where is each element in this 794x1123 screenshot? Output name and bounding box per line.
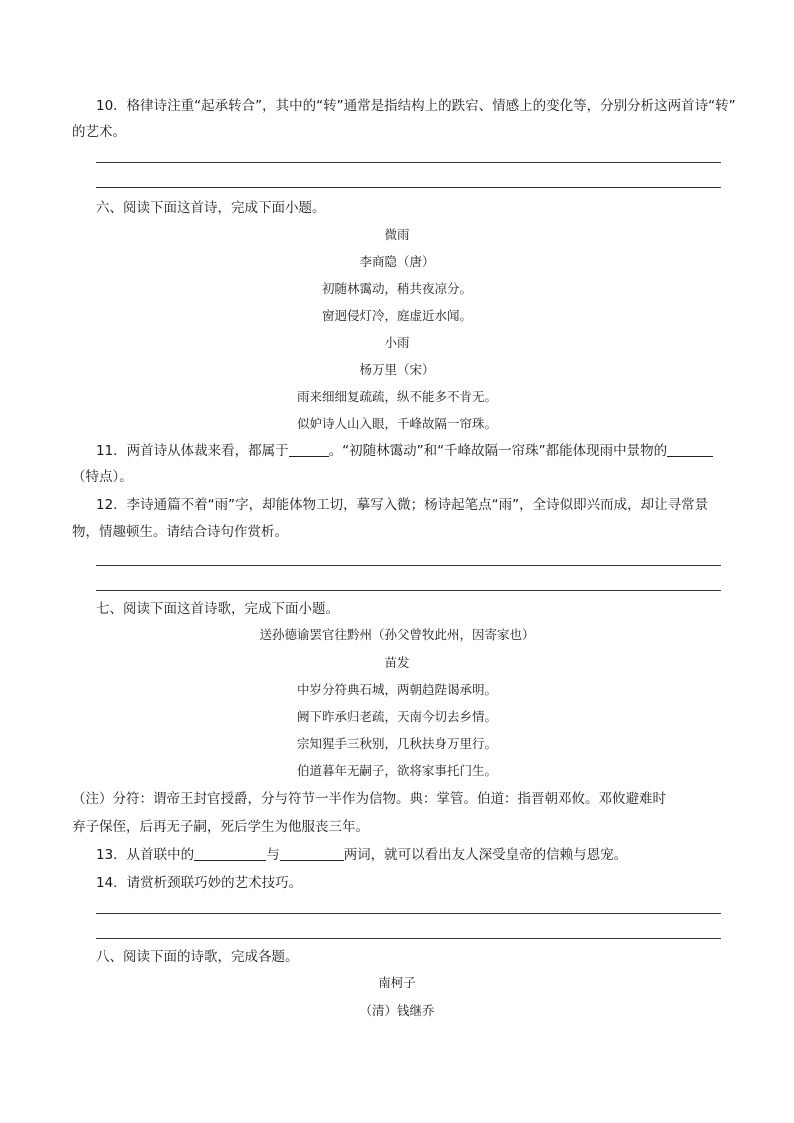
poem-title: 送孙德谕罢官往黔州（孙父曾牧此州，因寄家也）	[259, 627, 535, 642]
q13-text-b: 与	[266, 847, 280, 863]
q12-line2: 物，情趣顿生。请结合诗句作赏析。	[72, 524, 288, 540]
answer-line[interactable]	[96, 913, 721, 914]
note-line2: 弃子保侄，后再无子嗣，死后学生为他服丧三年。	[72, 819, 369, 835]
answer-line[interactable]	[96, 938, 721, 939]
poem-author: 李商隐（唐）	[359, 254, 435, 269]
poem-title: 南柯子	[378, 975, 416, 990]
poem-line: 雨来细细复疏疏，纵不能多不肯无。	[296, 389, 497, 404]
answer-line[interactable]	[96, 162, 721, 163]
poem-author: 杨万里（宋）	[359, 362, 435, 377]
answer-line[interactable]	[96, 187, 721, 188]
answer-line[interactable]	[96, 565, 721, 566]
q11-text-a: 11．两首诗从体裁来看，都属于	[96, 443, 289, 459]
answer-line[interactable]	[96, 590, 721, 591]
q13-text-a: 13．从首联中的	[96, 847, 195, 863]
poem-line: 阙下昨承归老疏，天南今切去乡情。	[296, 709, 497, 724]
q11-text-b: 。“初随林霭动”和“千峰故隔一帘珠”都能体现雨中景物的	[328, 443, 668, 459]
q14-line: 14．请赏析颈联巧妙的艺术技巧。	[96, 875, 303, 891]
q11-line2: （特点）。	[72, 469, 133, 485]
fill-blank[interactable]	[289, 442, 329, 457]
poem-line: 窗迥侵灯冷，庭虚近水闻。	[321, 308, 472, 323]
fill-blank[interactable]	[667, 442, 713, 457]
q12-line1: 12．李诗通篇不着“雨”字，却能体物工切，摹写入微；杨诗起笔点“雨”，全诗似即兴而成，却让寻常景	[96, 497, 709, 513]
section-8-heading: 八、阅读下面的诗歌，完成各题。	[96, 949, 299, 965]
poem-author: （清）钱继乔	[359, 1003, 435, 1018]
poem-author: 苗发	[384, 655, 410, 670]
note-line1: （注）分符：谓帝王封官授爵，分与符节一半作为信物。典：掌管。伯道：指晋朝邓攸。邓攸避难时	[72, 791, 666, 807]
poem-line: 初随林霭动，稍共夜凉分。	[321, 281, 472, 296]
fill-blank[interactable]	[280, 846, 344, 861]
poem-title: 小雨	[384, 335, 410, 350]
poem-line: 伯道暮年无嗣子，欲将家事托门生。	[296, 763, 497, 778]
q10-line1: 10．格律诗注重“起承转合”，其中的“转”通常是指结构上的跌宕、情感上的变化等，分别分析这两首诗“转”	[96, 98, 736, 114]
q11-line1	[96, 441, 713, 461]
q13-text-c: 两词，就可以看出友人深受皇帝的信赖与恩宠。	[343, 847, 628, 863]
poem-line: 中岁分符典石城，两朝趋陛谒承明。	[296, 682, 497, 697]
section-6-heading: 六、阅读下面这首诗，完成下面小题。	[96, 200, 326, 216]
poem-line: 宗知猩手三秋别，几秋扶身万里行。	[296, 736, 497, 751]
poem-title: 微雨	[384, 227, 410, 242]
fill-blank[interactable]	[194, 846, 266, 861]
poem-line: 似妒诗人山入眼，千峰故隔一帘珠。	[296, 416, 497, 431]
q13-line	[96, 845, 627, 865]
section-7-heading: 七、阅读下面这首诗歌，完成下面小题。	[96, 601, 339, 617]
q10-line2: 的艺术。	[72, 124, 126, 140]
